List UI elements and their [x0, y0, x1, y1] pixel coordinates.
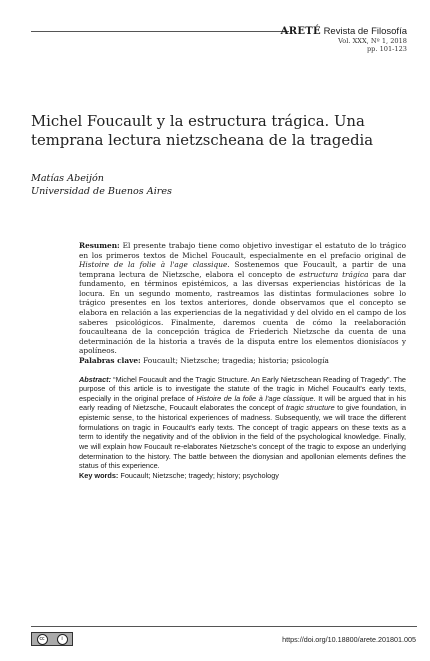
author-name: Matías Abeijón — [31, 173, 104, 184]
journal-volume: Vol. XXX, Nº 1, 2018 — [338, 36, 407, 45]
journal-header — [281, 26, 407, 53]
journal-abbrev: ARETÉ — [280, 26, 321, 37]
by-attribution-icon: i — [57, 634, 68, 645]
header-rule — [31, 31, 289, 32]
abstract-label: Abstract: — [79, 374, 112, 384]
english-abstract — [79, 375, 406, 481]
author-block — [31, 172, 172, 199]
journal-name: ARETÉ Revista de Filosofía — [280, 26, 407, 37]
resumen-keywords: Palabras clave: Foucault; Nietzsche; tragedia; historia; psicología — [79, 355, 329, 365]
cc-icon: cc — [37, 634, 48, 645]
journal-pages: pp. 101-123 — [366, 44, 407, 53]
cc-license-icon[interactable] — [31, 632, 73, 646]
abstract-keywords: Key words: Foucault; Nietzsche; tragedy; history; psychology — [79, 470, 279, 480]
abstracts — [79, 241, 406, 480]
abstract-paragraph: Abstract: “Michel Foucault and the Tragic Structure. An Early Nietzschean Reading of Tragedy”. The purpose of this article is to investigate the statute of the tragic in Michel Foucault's early texts, especially in the original preface of Histoire de la folie à l'age classique. It will be argued that in his early reading of Nietzsche, Foucault elaborates the concept of tragic structure to give foundation, in epistemic sense, to the historical experiences of madness. Subsequently, we will trace the different formulations on tragic in Foucault's early texts. The concept of tragic appears on these texts as a term to identify the negativity and of the oblivion in the field of the psychological knowledge. Finally, we will explain how Foucault re-elaborates Nietzsche's concept of the tragic to expose an underlying determination to the history. The battle between the dionysian and apollonian elements defines the status of this experience. — [79, 374, 406, 471]
resumen-label: Resumen: — [79, 241, 120, 250]
resumen-paragraph: Resumen: El presente trabajo tiene como objetivo investigar el estatuto de lo trágico en los primeros textos de Michel Foucault, especialmente en el prefacio original de Histoire de la folie à l'age classique. Sostenemos que Foucault, a partir de una temprana lectura de Nietzsche, elabora el concepto de estructura trágica para dar fundamento, en términos epistémicos, a las diversas experiencias históricas de la locura. En un segundo momento, rastreamos las distintas formulaciones sobre lo trágico presentes en los textos anteriores, donde observamos que el concepto se elabora en relación a las experiencias de la negatividad y del olvido en el campo de los saberes psicológicos. Finalmente, daremos cuenta de cómo la reelaboración foucaulteana de la concepción trágica de Friederich Nietzsche da cuenta de una determinación de la historia a través de la disputa entre los elementos dionisíacos y apolíneos. — [79, 241, 406, 356]
author-affiliation: Universidad de Buenos Aires — [31, 186, 172, 198]
article-title: Michel Foucault y la estructura trágica. Una temprana lectura nietzscheana de la tragedia — [31, 113, 374, 149]
doi-link[interactable]: https://doi.org/10.18800/arete.201801.005 — [282, 635, 416, 644]
footer-rule — [31, 626, 417, 627]
